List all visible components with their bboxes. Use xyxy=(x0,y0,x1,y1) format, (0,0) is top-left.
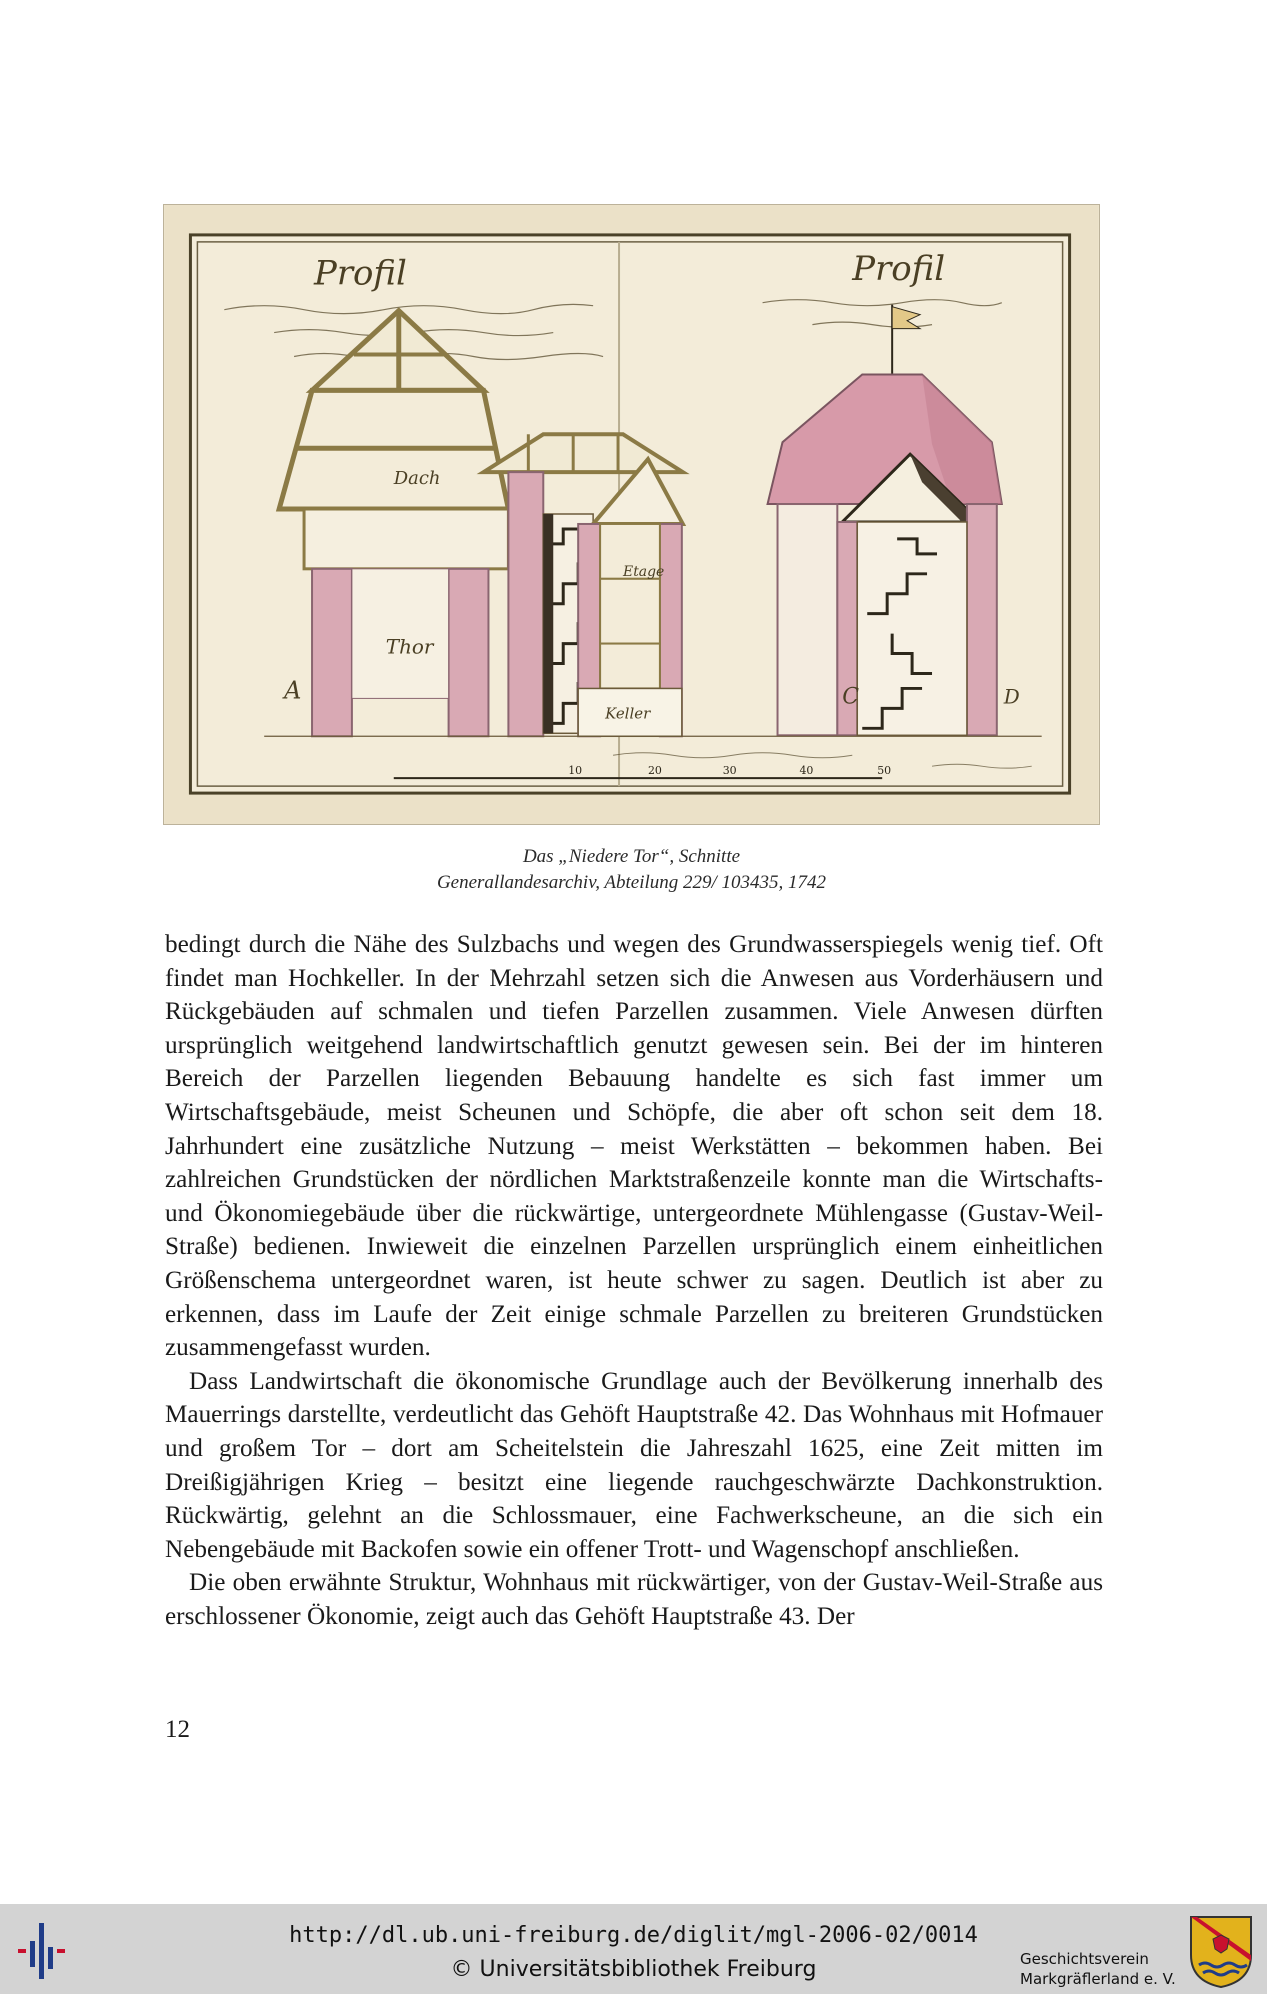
right-label-d: D xyxy=(1003,685,1020,709)
figure-caption-title: Das „Niedere Tor“, Schnitte xyxy=(522,846,741,867)
right-title: Profil xyxy=(852,248,946,288)
scale-mark-50: 50 xyxy=(877,764,892,778)
label-keller: Keller xyxy=(605,704,651,723)
figure-architectural-drawing xyxy=(163,204,1100,825)
scale-mark-20: 20 xyxy=(647,764,662,778)
label-thor: Thor xyxy=(385,635,434,659)
coat-of-arms-icon xyxy=(1189,1915,1253,1989)
body-text xyxy=(165,928,1103,1633)
scale-mark-40: 40 xyxy=(799,764,814,778)
left-title: Profil xyxy=(314,253,407,293)
scale-mark-30: 30 xyxy=(722,764,737,778)
paragraph-3: Die oben erwähnte Struktur, Wohnhaus mit rückwärtiger, von der Gustav-Weil-Straße aus erschlossener Ökonomie, zeigt auch das Gehöft Hauptstraße 43. Der xyxy=(165,1569,1103,1630)
copyright-notice: © Universitätsbibliothek Freiburg xyxy=(450,1957,817,1982)
paragraph-2: Dass Landwirtschaft die ökonomische Grundlage auch der Bevölkerung innerhalb des Mauerrings darstellte, verdeutlicht das Gehöft Hauptstraße 42. Das Wohnhaus mit Hofmauer und großem Tor – dort am Scheitelstein die Jahreszahl 1625, eine Zeit mitten im Dreißigjährigen Krieg – besitzt eine liegende rauchgeschwärzte Dachkonstruktion. Rückwärtig, gelehnt an die Schlossmauer, eine Fachwerkscheune, an die sich ein Nebengebäude mit Backofen sowie ein offener Trott- und Wagenschopf anschließen. xyxy=(165,1367,1103,1563)
footer-bar xyxy=(0,1904,1267,1994)
society-name xyxy=(1020,1949,1176,1989)
society-line-1: Geschichtsverein xyxy=(1020,1950,1149,1968)
scale-mark-10: 10 xyxy=(568,764,583,778)
label-etage: Etage xyxy=(623,563,665,580)
society-line-2: Markgräflerland e. V. xyxy=(1020,1970,1176,1988)
right-label-c: C xyxy=(842,684,860,710)
document-url-link[interactable]: http://dl.ub.uni-freiburg.de/diglit/mgl-2006-02/0014 xyxy=(289,1923,978,1948)
page-number: 12 xyxy=(165,1716,190,1743)
left-label-a: A xyxy=(284,676,302,705)
paragraph-1: bedingt durch die Nähe des Sulzbachs und wegen des Grundwasserspiegels wenig tief. Oft findet man Hochkeller. In der Mehrzahl setzen sich die Anwesen aus Vorderhäusern und Rückgebäuden auf schmalen und tiefen Parzellen zusammen. Viele Anwesen dürften ursprünglich weitgehend landwirtschaftlich genutzt gewesen sein. Bei der im hinteren Bereich der Parzellen liegenden Bebauung handelte es sich fast immer um Wirtschaftsgebäude, meist Scheunen und Schöpfe, die aber oft schon seit dem 18. Jahrhundert eine zusätzliche Nutzung – meist Werkstätten – bekommen haben. Bei zahlreichen Grundstücken der nördlichen Marktstraßenzeile konnte man die Wirtschafts- und Ökonomiegebäude über die rückwärtige, untergeordnete Mühlengasse (Gustav-Weil-Straße) bedienen. Inwieweit die einzelnen Parzellen ursprünglich einem einheitlichen Größenschema untergeordnet waren, ist heute schwer zu sagen. Deutlich ist aber zu erkennen, dass im Laufe der Zeit einige schmale Parzellen zu breiteren Grundstücken zusammengefasst wurden. xyxy=(165,931,1103,1362)
label-dach: Dach xyxy=(393,468,441,490)
figure-caption-source: Generallandesarchiv, Abteilung 229/ 103435, 1742 xyxy=(436,872,827,893)
